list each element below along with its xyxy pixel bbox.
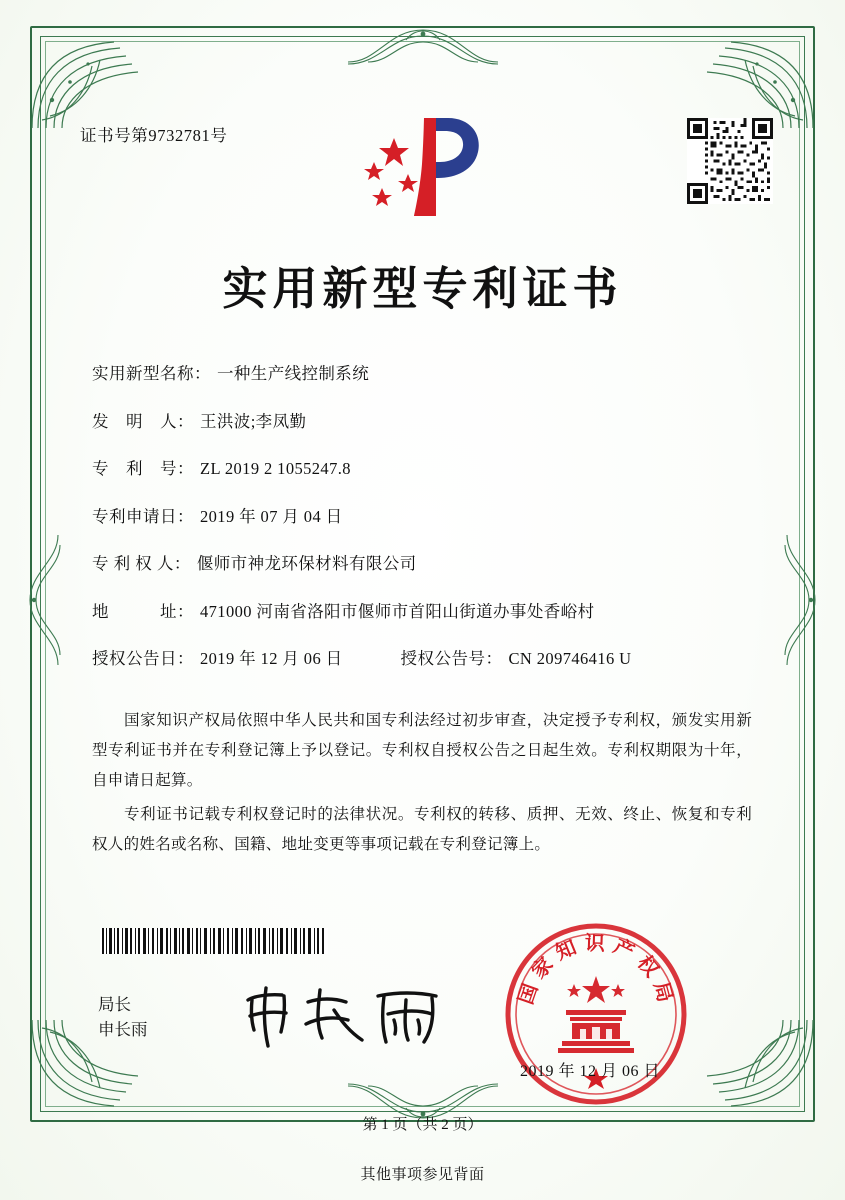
field-row-application-date	[92, 503, 752, 527]
certificate-number: 证书号第9732781号	[80, 126, 228, 145]
page-title: 实用新型专利证书	[222, 264, 623, 314]
field-label: 实用新型名称：	[92, 364, 211, 383]
cnipa-logo-icon	[352, 112, 492, 224]
field-value: 471000 河南省洛阳市偃师市首阳山街道办事处香峪村	[200, 601, 595, 621]
field-label: 发 明 人：	[92, 411, 194, 431]
certificate-fields	[92, 360, 752, 693]
signature-role: 局长	[98, 995, 131, 1014]
signature-name: 申长雨	[98, 1020, 148, 1039]
field-row-utility-model-name	[92, 360, 752, 384]
field-label: 专 利 权 人：	[92, 554, 191, 573]
footer-note: 其他事项参见背面	[360, 1167, 485, 1183]
legal-text	[92, 706, 752, 864]
field-row-patent-number	[92, 455, 752, 479]
field-row-address	[92, 598, 752, 622]
svg-text:国家知识产权局: 国家知识产权局	[515, 932, 678, 1012]
paragraph-2: 专利证书记载专利权登记时的法律状况。专利权的转移、质押、无效、终止、恢复和专利权人的姓名或名称、国籍、地址变更等事项记载在专利登记簿上。	[92, 806, 752, 853]
field-value: ZL 2019 2 1055247.8	[200, 459, 351, 478]
paragraph-1: 国家知识产权局依照中华人民共和国专利法经过初步审查，决定授予专利权，颁发实用新型专利证书并在专利登记簿上予以登记。专利权自授权公告之日起生效。专利权期限为十年，自申请日起算。	[92, 712, 752, 789]
handwritten-signature	[238, 980, 453, 1052]
field-value: 2019 年 07 月 04 日	[200, 506, 343, 526]
field-row-patentee	[92, 550, 752, 574]
field-row-grant-announcement	[92, 645, 752, 669]
official-seal	[500, 918, 692, 1110]
signature-block	[98, 992, 148, 1042]
field-value-grant-date: 2019 年 12 月 06 日	[200, 649, 343, 668]
field-row-inventor	[92, 408, 752, 432]
grant-announcement-number-group	[401, 645, 632, 669]
page-indicator: 第 1 页（共 2 页）	[362, 1117, 483, 1133]
barcode	[100, 928, 328, 954]
field-value: 偃师市神龙环保材料有限公司	[196, 554, 417, 573]
qr-code	[687, 118, 773, 204]
seal-date: 2019 年 12 月 06 日	[520, 1063, 661, 1080]
field-value-grant-number: CN 209746416 U	[508, 649, 632, 668]
field-value: 一种生产线控制系统	[217, 364, 370, 383]
field-label: 地 址：	[92, 601, 194, 621]
field-label-grant-date: 授权公告日：	[92, 649, 194, 668]
field-value: 王洪波;李凤勤	[200, 411, 307, 431]
field-label: 专利申请日：	[92, 506, 194, 526]
field-label-grant-number: 授权公告号：	[400, 649, 503, 668]
field-label: 专 利 号：	[92, 459, 194, 478]
